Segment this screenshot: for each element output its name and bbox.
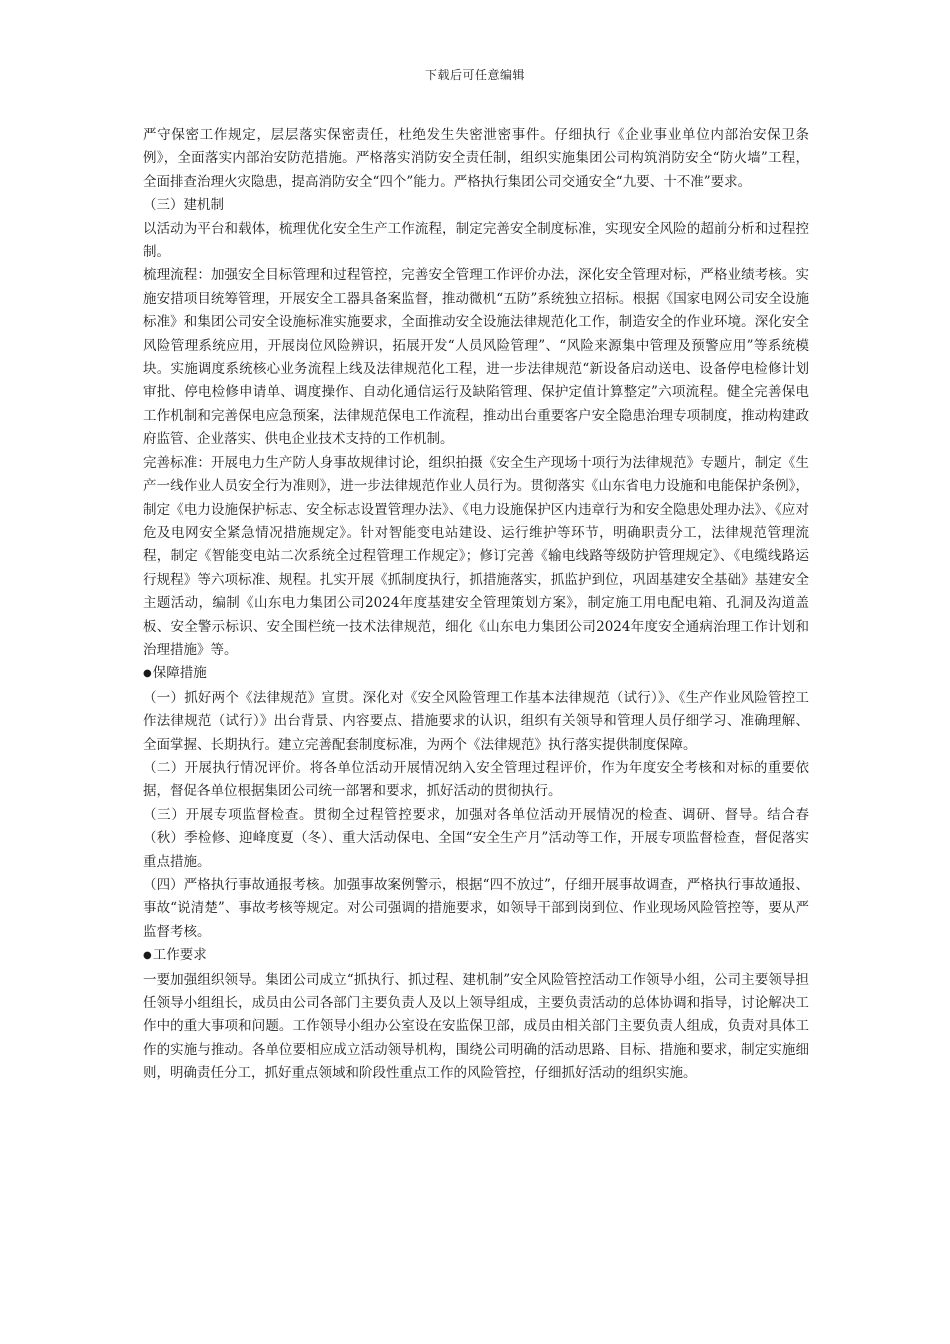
paragraph-process-sorting: 梳理流程：加强安全目标管理和过程管控，完善安全管理工作评价办法，深化安全管理对标，严格业绩考核。实施安措项目统筹管理，开展安全工器具备案监督，推动微机“五防”系统独立招标。根据《国家电网公司安全设施标准》和集团公司安全设施标准实施要求，全面推动安全设施法律规范化工作，制造安全的作业环境。深化安全风险管理系统应用，开展岗位风险辨识，拓展开发“人员风险管理”、“风险来源集中管理及预警应用”等系统模块。实施调度系统核心业务流程上线及法律规范化工程，进一步法律规范“新设备启动送电、设备停电检修计划审批、停电检修申请单、调度操作、自动化通信运行及缺陷管理、保护定值计算整定”六项流程。健全完善保电工作机制和完善保电应急预案，法律规范保电工作流程，推动出台重要客户安全隐患治理专项制度，推动构建政府监管、企业落实、供电企业技术支持的工作机制。	[143, 267, 809, 448]
section-heading-requirements: ● 工作要求	[143, 944, 809, 968]
paragraph-safeguard-1: （一）抓好两个《法律规范》宣贯。深化对《安全风险管理工作基本法律规范（试行）》、《生产作业风险管控工作法律规范（试行）》出台背景、内容要点、措施要求的认识，组织有关领导和管理人员仔细学习、准确理解、全面掌握、长期执行。建立完善配套制度标准，为两个《法律规范》执行落实提供制度保障。	[143, 689, 809, 753]
paragraph-safeguard-4: （四）严格执行事故通报考核。加强事故案例警示，根据“四不放过”，仔细开展事故调查，严格执行事故通报、事故“说清楚”、事故考核等规定。对公司强调的措施要求，如领导干部到岗到位、作业现场风险管控等，要从严监督考核。	[143, 877, 809, 940]
paragraph-safeguard-3: （三）开展专项监督检查。贯彻全过程管控要求，加强对各单位活动开展情况的检查、调研、督导。结合春（秋）季检修、迎峰度夏（冬）、重大活动保电、全国“安全生产月”活动等工作，开展专项监督检查，督促落实重点措施。	[143, 806, 809, 870]
document-body	[143, 124, 809, 1086]
paragraph-safeguard-2: （二）开展执行情况评价。将各单位活动开展情况纳入安全管理过程评价，作为年度安全考核和对标的重要依据，督促各单位根据集团公司统一部署和要求，抓好活动的贯彻执行。	[143, 759, 809, 800]
section-heading-mechanism: （三）建机制	[143, 197, 224, 214]
paragraph-confidentiality: 严守保密工作规定，层层落实保密责任，杜绝发生失密泄密事件。仔细执行《企业事业单位内部治安保卫条例》，全面落实内部治安防范措施。严格落实消防安全责任制，组织实施集团公司构筑消防安全“防火墙”工程，全面排查治理火灾隐患，提高消防安全“四个”能力。严格执行集团公司交通安全“九要、十不准”要求。	[143, 127, 809, 190]
paragraph-standards: 完善标准：开展电力生产防人身事故规律讨论，组织拍摄《安全生产现场十项行为法律规范》专题片，制定《生产一线作业人员安全行为准则》，进一步法律规范作业人员行为。贯彻落实《山东省电力设施和电能保护条例》，制定《电力设施保护标志、安全标志设置管理办法》、《电力设施保护区内违章行为和安全隐患处理办法》、《应对危及电网安全紧急情况措施规定》。针对智能变电站建设、运行维护等环节，明确职责分工，法律规范管理流程，制定《智能变电站二次系统全过程管理工作规定》；修订完善《输电线路等级防护管理规定》、《电缆线路运行规程》等六项标准、规程。扎实开展《抓制度执行，抓措施落实，抓监护到位，巩固基建安全基础》基建安全主题活动，编制《山东电力集团公司2024年度基建安全管理策划方案》，制定施工用电配电箱、孔洞及沟道盖板、安全警示标识、安全围栏统一技术法律规范，细化《山东电力集团公司2024年度安全通病治理工作计划和治理措施》等。	[143, 454, 809, 658]
paragraph-mechanism-intro: 以活动为平台和载体，梳理优化安全生产工作流程，制定完善安全制度标准，实现安全风险的超前分析和过程控制。	[143, 220, 809, 261]
section-heading-safeguards: ● 保障措施	[143, 662, 809, 686]
page-header: 下载后可任意编辑	[424, 68, 525, 82]
paragraph-requirement-1: 一要加强组织领导。集团公司成立“抓执行、抓过程、建机制”安全风险管控活动工作领导小组，公司主要领导担任领导小组组长，成员由公司各部门主要负责人及以上领导组成，主要负责活动的总体协调和指导，讨论解决工作中的重大事项和问题。工作领导小组办公室设在安监保卫部，成员由相关部门主要负责人组成，负责对具体工作的实施与推动。各单位要相应成立活动领导机构，围绕公司明确的活动思路、目标、措施和要求，制定实施细则，明确责任分工，抓好重点领域和阶段性重点工作的风险管控，仔细抓好活动的组织实施。	[143, 971, 809, 1082]
